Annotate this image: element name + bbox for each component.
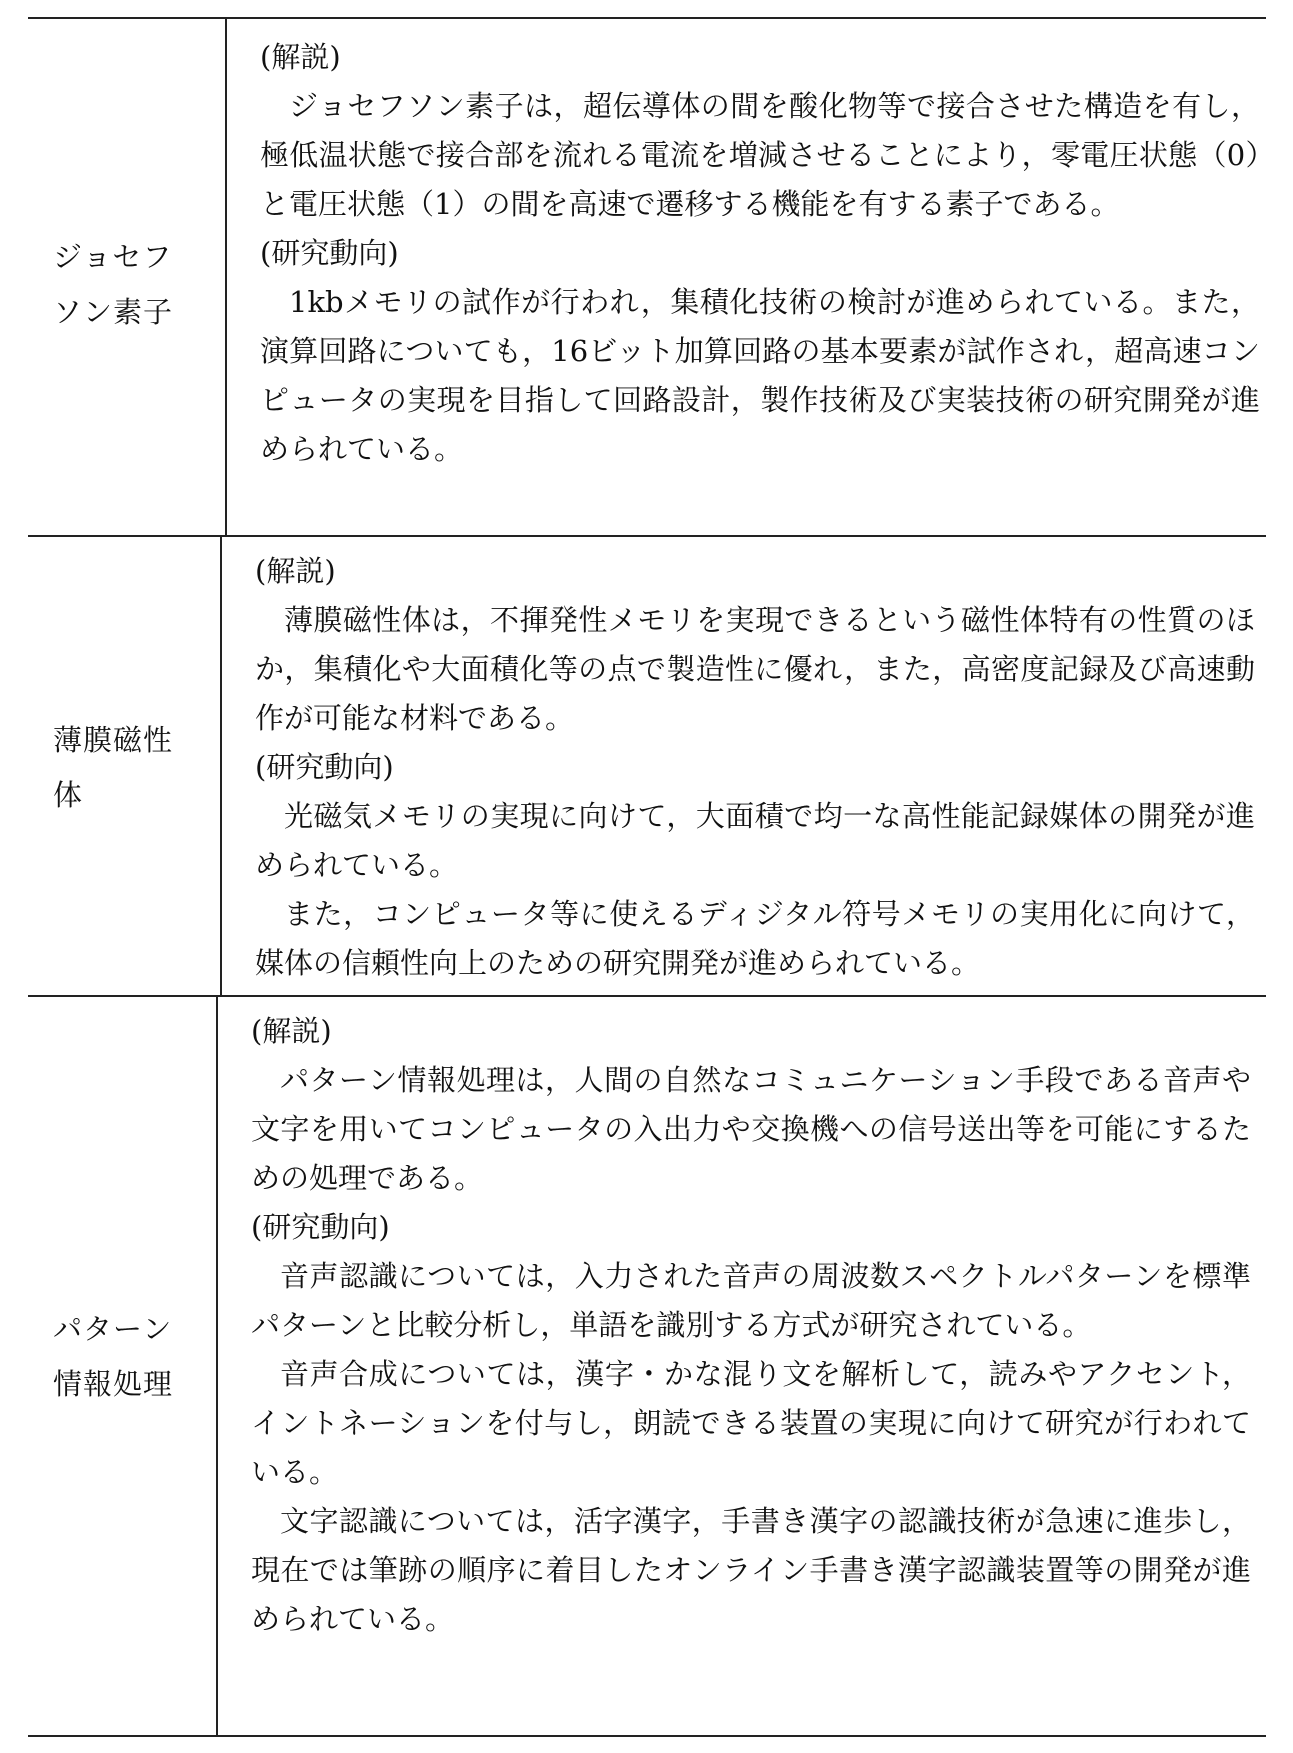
trend-paragraph: 文字認識については，活字漢字，手書き漢字の認識技術が急速に進歩し，現在では筆跡の順序に着目したオンライン手書き漢字認識装置等の開発が進められている。 <box>251 1504 1251 1636</box>
description-cell <box>255 547 1255 988</box>
term-cell: ジョセフ ソン素子 <box>53 240 174 329</box>
trend-heading: (研究動向) <box>255 750 394 784</box>
table-bottom-rule <box>28 1735 1266 1737</box>
explanation-paragraph: パターン情報処理は，人間の自然なコミュニケーション手段である音声や文字を用いてコンピュータの入出力や交換機への信号送出等を可能にするための処理である。 <box>251 1063 1251 1195</box>
term-cell: 薄膜磁性 体 <box>53 723 174 812</box>
table-row <box>28 19 1266 535</box>
table-row <box>28 997 1266 1735</box>
trend-paragraph: 光磁気メモリの実現に向けて，大面積で均一な高性能記録媒体の開発が進められている。 <box>255 799 1255 882</box>
table-row <box>28 537 1266 995</box>
description-cell <box>251 1007 1251 1644</box>
explanation-heading: (解説) <box>255 554 336 588</box>
explanation-heading: (解説) <box>260 40 341 74</box>
trend-paragraph: また，コンピュータ等に使えるディジタル符号メモリの実用化に向けて，媒体の信頼性向上のための研究開発が進められている。 <box>255 897 1255 980</box>
explanation-paragraph: 薄膜磁性体は，不揮発性メモリを実現できるという磁性体特有の性質のほか，集積化や大面積化等の点で製造性に優れ，また，高密度記録及び高速動作が可能な材料である。 <box>255 603 1255 735</box>
trend-paragraph: 1kbメモリの試作が行われ，集積化技術の検討が進められている。また，演算回路についても，16ビット加算回路の基本要素が試作され，超高速コンピュータの実現を目指して回路設計，製作技術及び実装技術の研究開発が進められている。 <box>260 285 1260 466</box>
trend-paragraph: 音声合成については，漢字・かな混り文を解析して，読みやアクセント，イントネーションを付与し，朗読できる装置の実現に向けて研究が行われている。 <box>251 1357 1251 1489</box>
trend-heading: (研究動向) <box>260 236 399 270</box>
description-cell <box>260 33 1260 474</box>
explanation-heading: (解説) <box>251 1014 332 1048</box>
explanation-paragraph: ジョセフソン素子は，超伝導体の間を酸化物等で接合させた構造を有し，極低温状態で接合部を流れる電流を増減させることにより，零電圧状態（0）と電圧状態（1）の間を高速で遷移する機能を有する素子である。 <box>260 89 1260 221</box>
term-cell: パターン 情報処理 <box>53 1312 174 1401</box>
trend-heading: (研究動向) <box>251 1210 390 1244</box>
trend-paragraph: 音声認識については，入力された音声の周波数スペクトルパターンを標準パターンと比較分析し，単語を識別する方式が研究されている。 <box>251 1259 1251 1342</box>
